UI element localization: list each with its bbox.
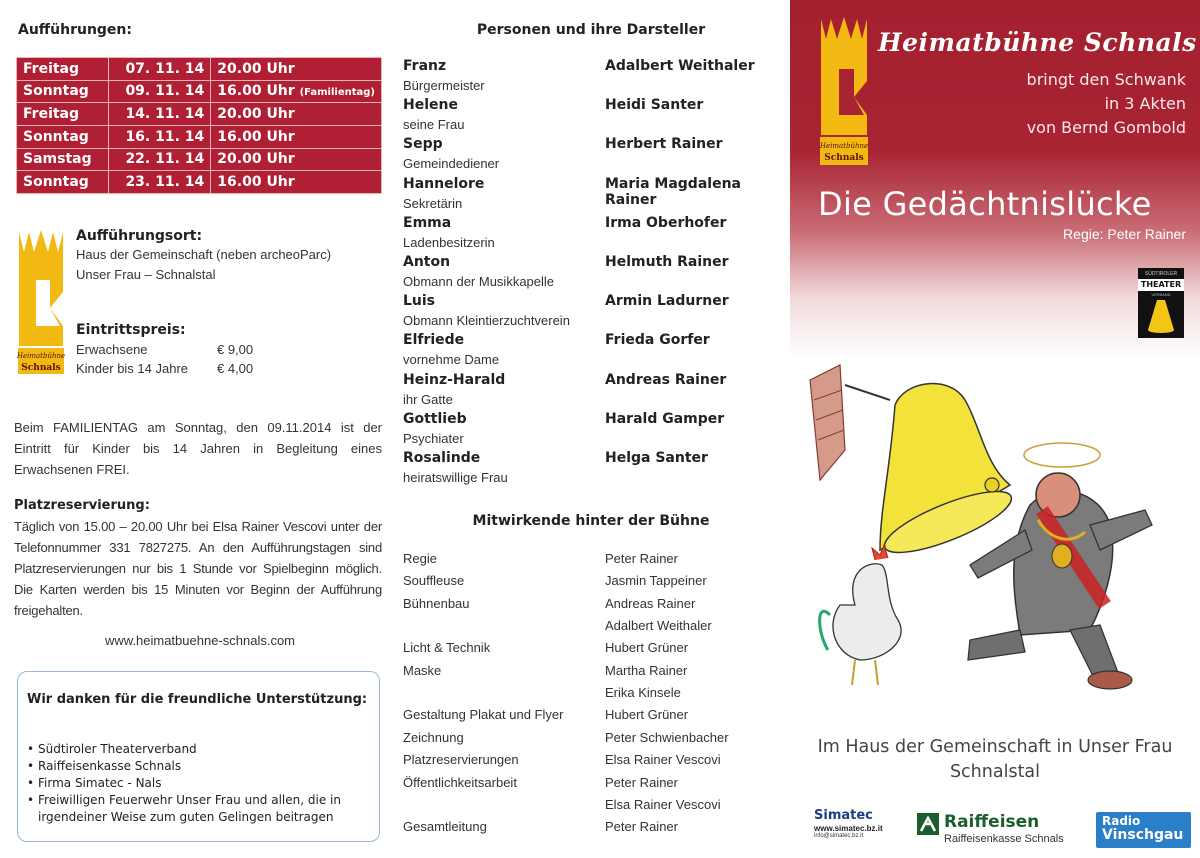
brand-name: Heimatbühne Schnals bbox=[878, 28, 1197, 57]
crew-person: Adalbert Weithaler bbox=[605, 618, 712, 634]
raiffeisen-sub: Raiffeisenkasse Schnals bbox=[944, 833, 1064, 845]
table-row bbox=[17, 103, 382, 126]
table-row bbox=[17, 125, 382, 148]
perf-time-cell bbox=[211, 58, 382, 81]
heimatbuehne-logo-icon bbox=[16, 230, 66, 376]
price-amount: € 9,00 bbox=[217, 342, 254, 357]
logo-text-line2: Schnals bbox=[824, 153, 864, 163]
list-item: • Firma Simatec - Nals bbox=[27, 775, 357, 792]
thanks-box bbox=[17, 671, 380, 842]
perf-date: 23. 11. 14 bbox=[109, 171, 211, 194]
role-description: heiratswillige Frau bbox=[403, 470, 508, 485]
actor-name: Frieda Gorfer bbox=[605, 332, 710, 349]
reservation-heading: Platzreservierung: bbox=[14, 498, 150, 513]
perf-date: 07. 11. 14 bbox=[109, 58, 211, 81]
role-description: vornehme Dame bbox=[403, 352, 500, 368]
venue-heading: Aufführungsort: bbox=[76, 228, 203, 244]
role-name: Franz bbox=[403, 58, 447, 74]
crew-person: Peter Schwienbacher bbox=[605, 729, 729, 745]
logo-text-line1: Heimatbühne bbox=[16, 352, 66, 360]
radio-line-1: Radio bbox=[1102, 814, 1141, 828]
sponsor-raiffeisen bbox=[914, 808, 1074, 850]
list-item: • Freiwilligen Feuerwehr Unser Frau und allen, die in irgendeiner Weise zum guten Gelingen beitragen bbox=[27, 792, 357, 826]
role-description: Bürgermeister bbox=[403, 78, 485, 93]
crew-person: Andreas Rainer bbox=[605, 595, 696, 611]
role-description: Gemeindediener bbox=[403, 156, 500, 172]
logo-text-line1: Heimatbühne bbox=[819, 142, 869, 150]
role-name: Elfriede bbox=[403, 332, 465, 349]
crew-role: Licht & Technik bbox=[403, 640, 491, 656]
perf-day: Sonntag bbox=[17, 171, 109, 194]
perf-time: 16.00 Uhr bbox=[217, 128, 295, 145]
performances-title: Aufführungen: bbox=[18, 22, 132, 38]
crew-person: Peter Rainer bbox=[605, 551, 678, 566]
perf-day: Sonntag bbox=[17, 125, 109, 148]
table-row bbox=[17, 80, 382, 103]
role-name: Rosalinde bbox=[403, 450, 481, 466]
sponsor-radio-vinschgau bbox=[1096, 812, 1191, 848]
left-panel bbox=[0, 0, 400, 858]
list-item bbox=[403, 58, 485, 93]
actor-name: Heidi Santer bbox=[605, 97, 704, 114]
crew-role: Gestaltung Plakat und Flyer bbox=[403, 707, 564, 723]
perf-date: 22. 11. 14 bbox=[109, 148, 211, 171]
crew-role: Bühnenbau bbox=[403, 595, 470, 611]
role-description: Obmann der Musikkapelle bbox=[403, 274, 555, 289]
perf-day: Freitag bbox=[17, 58, 109, 81]
cover-venue bbox=[790, 735, 1200, 785]
role-name: Sepp bbox=[403, 136, 443, 153]
theaterverband-logo bbox=[1138, 268, 1184, 338]
actor-name: Harald Gamper bbox=[605, 410, 725, 427]
perf-time-cell bbox=[211, 171, 382, 194]
crew-heading: Mitwirkende hinter der Bühne bbox=[472, 513, 710, 529]
spotlight-icon bbox=[1138, 296, 1184, 338]
crew-role: Gesamtleitung bbox=[403, 819, 487, 835]
price-row-adults bbox=[76, 342, 276, 357]
reservation-text: Täglich von 15.00 – 20.00 Uhr bei Elsa Rainer Vescovi unter der Telefonnummer 331 7827275. An den Aufführungstagen sind Platzreservierungen nur bis 1 Stunde vor Spielbeginn möglich. Die Karten werden bis 15 Minuten vor Beginn der Aufführung freigehalten. bbox=[14, 519, 382, 618]
role-description: Obmann Kleintierzuchtverein bbox=[403, 313, 570, 329]
simatec-email: info@simatec.bz.it bbox=[814, 833, 864, 839]
raiffeisen-name: Raiffeisen bbox=[944, 812, 1040, 832]
price-heading: Eintrittspreis: bbox=[76, 322, 186, 338]
direction-credit: Regie: Peter Rainer bbox=[1063, 226, 1186, 242]
perf-time: 20.00 Uhr bbox=[217, 151, 295, 168]
actor-name: Andreas Rainer bbox=[605, 371, 727, 388]
simatec-name: Simatec bbox=[814, 808, 873, 823]
heimatbuehne-logo-icon bbox=[818, 17, 870, 167]
perf-time-cell bbox=[211, 148, 382, 171]
crew-person: Hubert Grüner bbox=[605, 640, 689, 656]
sponsor-list bbox=[27, 741, 357, 826]
role-name: Heinz-Harald bbox=[403, 371, 506, 388]
performances-table bbox=[16, 57, 382, 194]
subtitle-line-2: in 3 Akten bbox=[1104, 94, 1186, 113]
role-name: Helene bbox=[403, 97, 458, 114]
role-description: Psychiater bbox=[403, 430, 464, 446]
actor-name: Helmuth Rainer bbox=[605, 254, 729, 270]
perf-time-cell bbox=[211, 80, 382, 103]
theaterverband-top: SÜDTIROLER bbox=[1144, 271, 1178, 277]
actor-name: Irma Oberhofer bbox=[605, 214, 727, 231]
perf-time: 20.00 Uhr bbox=[217, 106, 295, 123]
list-item bbox=[403, 372, 505, 407]
website-link[interactable]: www.heimatbuehne-schnals.com bbox=[104, 633, 296, 648]
price-amount: € 4,00 bbox=[217, 361, 254, 376]
crew-person: Jasmin Tappeiner bbox=[605, 573, 707, 589]
list-item bbox=[403, 176, 484, 211]
bell-cartoon-illustration bbox=[800, 360, 1200, 705]
role-name: Anton bbox=[403, 254, 451, 270]
cover-venue-line-2: Schnalstal bbox=[949, 762, 1041, 782]
crew-role: Öffentlichkeitsarbeit bbox=[403, 774, 517, 790]
perf-time-cell bbox=[211, 125, 382, 148]
logo-text-line2: Schnals bbox=[21, 363, 61, 373]
crew-person: Peter Rainer bbox=[605, 819, 678, 835]
simatec-url: www.simatec.bz.it bbox=[814, 824, 883, 833]
crew-role: Platzreservierungen bbox=[403, 752, 519, 768]
list-item bbox=[403, 136, 499, 171]
perf-time: 16.00 Uhr bbox=[217, 83, 295, 100]
perf-date: 16. 11. 14 bbox=[109, 125, 211, 148]
crew-role: Maske bbox=[403, 662, 442, 678]
perf-time: 16.00 Uhr bbox=[217, 174, 295, 191]
actor-name: Helga Santer bbox=[605, 450, 708, 466]
perf-note: (Familientag) bbox=[299, 87, 375, 99]
venue-line-1: Haus der Gemeinschaft (neben archeoParc) bbox=[76, 247, 332, 262]
list-item bbox=[403, 411, 467, 446]
play-title: Die Gedächtnislücke bbox=[818, 185, 1152, 223]
perf-day: Freitag bbox=[17, 103, 109, 126]
list-item: • Südtiroler Theaterverband bbox=[27, 741, 357, 758]
crew-person: Martha Rainer bbox=[605, 662, 688, 678]
role-description: Sekretärin bbox=[403, 195, 463, 211]
crew-role: Regie bbox=[403, 551, 437, 566]
thanks-heading: Wir danken für die freundliche Unterstützung: bbox=[27, 692, 368, 707]
theaterverband-sub: VERBAND bbox=[1151, 292, 1171, 297]
list-item bbox=[403, 332, 499, 367]
actor-name: Adalbert Weithaler bbox=[605, 58, 755, 74]
role-name: Hannelore bbox=[403, 175, 485, 192]
perf-day: Sonntag bbox=[17, 80, 109, 103]
price-label: Kinder bis 14 Jahre bbox=[76, 361, 189, 376]
list-item bbox=[403, 293, 570, 328]
crew-person: Peter Rainer bbox=[605, 774, 678, 790]
theaterverband-main: THEATER bbox=[1138, 279, 1184, 291]
family-day-text: Beim FAMILIENTAG am Sonntag, den 09.11.2014 ist der Eintritt für Kinder bis 14 Jahren in Begleitung eines Erwachsenen FREI. bbox=[14, 420, 382, 477]
role-name: Luis bbox=[403, 293, 436, 310]
crew-role: Zeichnung bbox=[403, 729, 464, 745]
perf-date: 14. 11. 14 bbox=[109, 103, 211, 126]
perf-date: 09. 11. 14 bbox=[109, 80, 211, 103]
perf-time-cell bbox=[211, 103, 382, 126]
crew-role: Souffleuse bbox=[403, 573, 465, 589]
role-description: Ladenbesitzerin bbox=[403, 234, 495, 250]
table-row bbox=[17, 58, 382, 81]
perf-day: Samstag bbox=[17, 148, 109, 171]
crew-person: Elsa Rainer Vescovi bbox=[605, 752, 721, 768]
actor-name: Maria Magdalena Rainer bbox=[605, 175, 741, 208]
venue-line-2: Unser Frau – Schnalstal bbox=[76, 267, 216, 282]
role-description: ihr Gatte bbox=[403, 391, 453, 407]
subtitle-line-1: bringt den Schwank bbox=[1026, 70, 1186, 89]
table-row bbox=[17, 148, 382, 171]
crew-person: Elsa Rainer Vescovi bbox=[605, 796, 721, 812]
radio-line-2: Vinschgau bbox=[1102, 827, 1184, 843]
cast-heading: Personen und ihre Darsteller bbox=[476, 22, 706, 38]
crew-person: Erika Kinsele bbox=[605, 685, 681, 701]
list-item: • Raiffeisenkasse Schnals bbox=[27, 758, 357, 775]
crew-person: Hubert Grüner bbox=[605, 707, 689, 723]
perf-time: 20.00 Uhr bbox=[217, 60, 295, 77]
list-item bbox=[403, 215, 495, 250]
subtitle-line-3: von Bernd Gombold bbox=[1026, 118, 1186, 137]
role-name: Emma bbox=[403, 214, 452, 231]
cover-panel bbox=[790, 0, 1200, 858]
role-description: seine Frau bbox=[403, 117, 465, 133]
middle-panel bbox=[400, 0, 790, 858]
actor-name: Herbert Rainer bbox=[605, 136, 723, 153]
list-item bbox=[403, 450, 508, 485]
actor-name: Armin Ladurner bbox=[605, 293, 729, 310]
table-row bbox=[17, 171, 382, 194]
sponsor-simatec bbox=[814, 808, 886, 850]
list-item bbox=[403, 254, 554, 289]
list-item bbox=[403, 97, 464, 132]
price-row-children bbox=[76, 361, 276, 376]
raiffeisen-logo-icon bbox=[916, 812, 940, 836]
price-label: Erwachsene bbox=[76, 342, 148, 357]
cover-venue-line-1: Im Haus der Gemeinschaft in Unser Frau bbox=[817, 737, 1173, 757]
role-name: Gottlieb bbox=[403, 410, 467, 427]
